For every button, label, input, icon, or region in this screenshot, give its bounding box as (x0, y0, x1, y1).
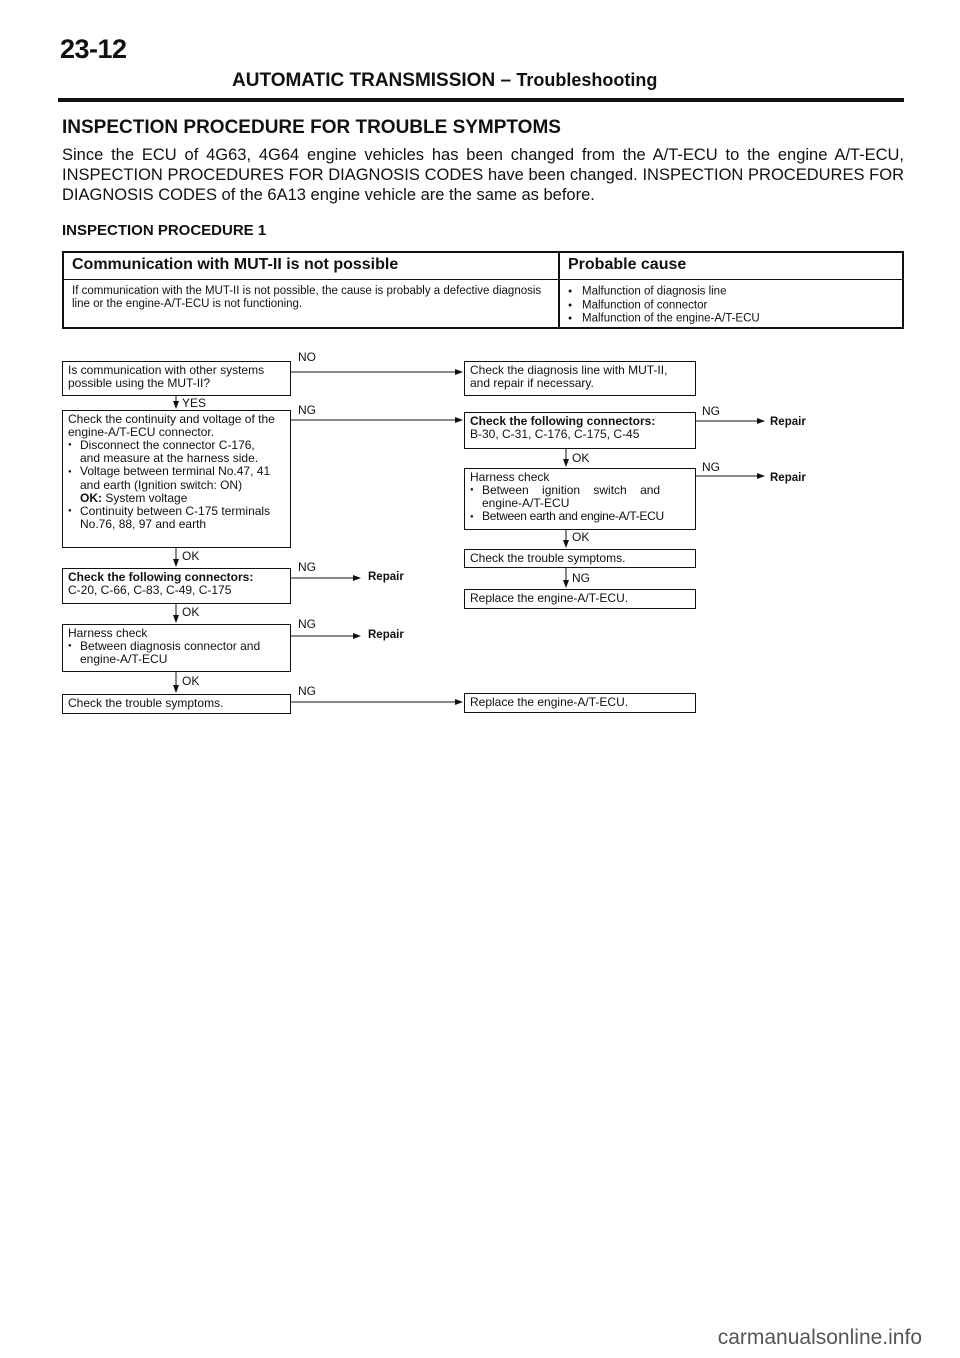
branch-label-ng: NG (298, 617, 316, 631)
check-box-trouble-left (62, 694, 291, 714)
branch-label-ng: NG (572, 571, 590, 585)
box-line: Check the trouble symptoms. (68, 696, 224, 710)
intro-paragraph: Since the ECU of 4G63, 4G64 engine vehicles has been changed from the A/T-ECU to the engine A/T-ECU, INSPECTION PROCEDURES FOR DIAGNOSIS CODES have been changed. INSPECTION PROCEDURES FOR DIAGNOSIS CODES of the 6A13 engine vehicle are the same as before. (62, 146, 904, 204)
box-line: Check the diagnosis line with MUT-II, (470, 363, 668, 377)
cause-item: ● Malfunction of diagnosis line (568, 285, 760, 299)
page-number: 23-12 (60, 34, 127, 64)
symptom-heading: Communication with MUT-II is not possible (72, 256, 399, 273)
check-box-continuity-voltage (62, 410, 291, 548)
box-bullet: ● Disconnect the connector C-176, (68, 439, 285, 452)
box-bullet: ● Continuity between C-175 terminals (68, 505, 285, 518)
box-title: Check the following connectors: (470, 414, 656, 428)
symptom-description: If communication with the MUT-II is not possible, the cause is probably a defective diagnosis line or the engine-A/T-ECU is not functioning. (72, 285, 542, 310)
box-line: engine-A/T-ECU connector. (68, 425, 215, 439)
branch-label-ok: OK (572, 530, 590, 544)
branch-label-yes: YES (182, 396, 207, 410)
box-line: possible using the MUT-II? (68, 376, 211, 390)
repair-label: Repair (770, 416, 806, 428)
branch-label-ng: NG (298, 403, 316, 417)
box-line: and earth (Ignition switch: ON) (80, 477, 243, 492)
box-title: Harness check (470, 470, 550, 484)
action-box-replace-ecu-2 (464, 693, 696, 713)
box-line (68, 492, 285, 505)
box-bullet: ● Between diagnosis connector and (68, 640, 285, 653)
cause-item: ● Malfunction of the engine-A/T-ECU (568, 312, 760, 326)
box-bullet: ● Voltage between terminal No.47, 41 (68, 465, 285, 478)
box-line: engine-A/T-ECU (80, 652, 168, 667)
branch-label-ok: OK (182, 605, 200, 619)
box-line: Check the continuity and voltage of the (68, 412, 275, 426)
box-title: Harness check (68, 626, 148, 640)
box-line: Is communication with other systems (68, 363, 265, 377)
box-line: Check the trouble symptoms. (470, 551, 626, 565)
branch-label-ng: NG (298, 560, 316, 574)
branch-label-ng: NG (702, 460, 720, 474)
branch-label-ok: OK (182, 549, 200, 563)
section-title: INSPECTION PROCEDURE FOR TROUBLE SYMPTOMS (62, 117, 561, 138)
repair-label: Repair (368, 571, 404, 583)
check-box-harness-left (62, 624, 291, 672)
cause-item: ● Malfunction of connector (568, 299, 760, 313)
box-title: Check the following connectors: (68, 570, 254, 584)
repair-label: Repair (770, 472, 806, 484)
box-bullet: ● Between earth and engine-A/T-ECU (470, 510, 690, 523)
heading-dash: – (500, 70, 512, 91)
check-box-trouble-right (464, 549, 696, 568)
box-bullet: ● Between ignition switch and (470, 484, 690, 497)
ok-spec-value: System voltage (105, 490, 188, 505)
check-box-connectors-left (62, 568, 291, 604)
box-line: B-30, C-31, C-176, C-175, C-45 (470, 427, 640, 441)
box-line: engine-A/T-ECU (482, 496, 570, 511)
question-box-other-systems (62, 361, 291, 396)
branch-label-ok: OK (572, 451, 590, 465)
box-line: No.76, 88, 97 and earth (80, 516, 207, 531)
section-name: Troubleshooting (516, 70, 658, 90)
box-line: Replace the engine-A/T-ECU. (470, 591, 629, 605)
ok-spec-label: OK: (80, 490, 102, 505)
box-line: and repair if necessary. (470, 376, 594, 390)
repair-label: Repair (368, 629, 404, 641)
cause-heading: Probable cause (568, 256, 687, 273)
branch-label-no: NO (298, 350, 316, 364)
action-box-diagnosis-line (464, 361, 696, 396)
check-box-connectors-right (464, 412, 696, 449)
box-line: Replace the engine-A/T-ECU. (470, 695, 629, 709)
branch-label-ng: NG (702, 404, 720, 418)
check-box-harness-right (464, 468, 696, 530)
branch-label-ng: NG (298, 684, 316, 698)
box-line: and measure at the harness side. (80, 451, 259, 466)
chapter-title: AUTOMATIC TRANSMISSION (232, 70, 496, 91)
box-line: C-20, C-66, C-83, C-49, C-175 (68, 583, 232, 597)
watermark: carmanualsonline.info (717, 1326, 922, 1349)
procedure-title: INSPECTION PROCEDURE 1 (62, 222, 267, 239)
branch-label-ok: OK (182, 674, 200, 688)
action-box-replace-ecu-1 (464, 589, 696, 609)
